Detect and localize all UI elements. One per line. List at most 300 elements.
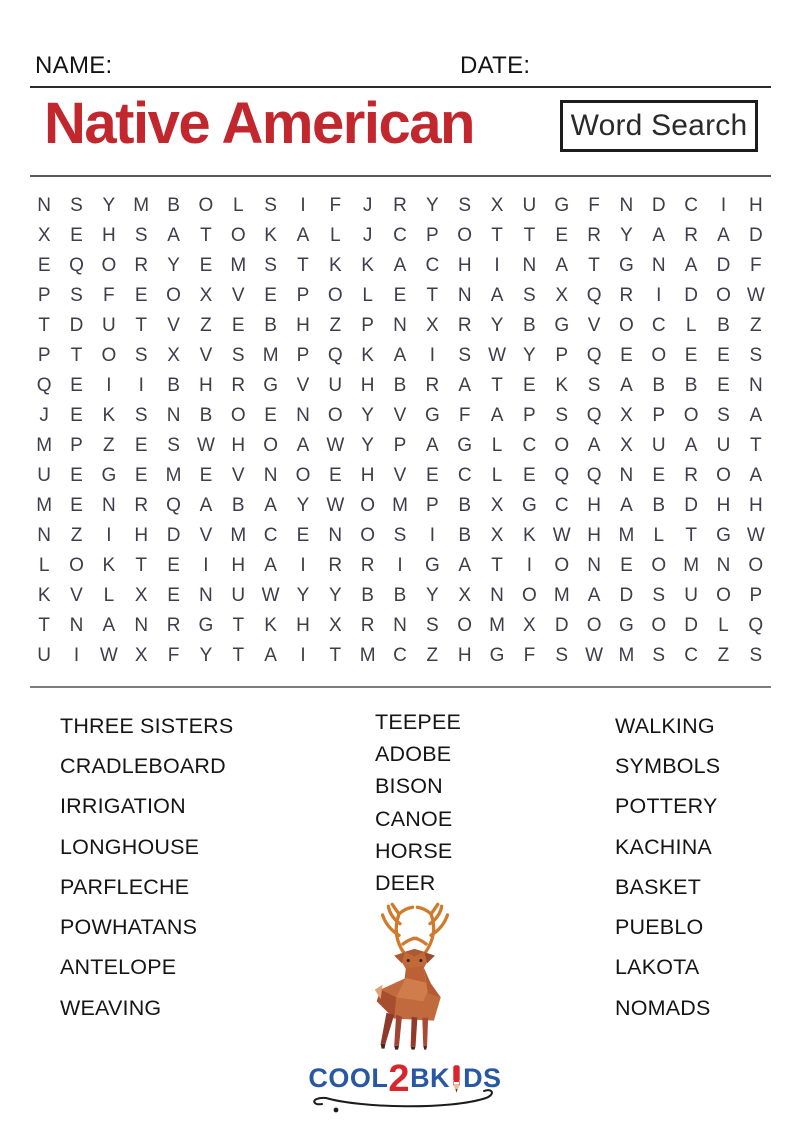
grid-letter: Z xyxy=(329,315,342,336)
grid-letter: C xyxy=(684,195,698,216)
grid-letter: P xyxy=(749,585,763,606)
grid-letter: W xyxy=(99,645,118,666)
grid-letter: Y xyxy=(523,345,536,366)
word-column-2 xyxy=(375,706,461,900)
grid-letter: O xyxy=(263,435,278,456)
grid-letter: N xyxy=(716,555,731,576)
grid-letter: N xyxy=(166,405,181,426)
grid-letter: H xyxy=(587,525,601,546)
grid-letter: O xyxy=(651,555,667,576)
grid-letter: E xyxy=(620,555,633,576)
grid-letter: E xyxy=(296,525,310,546)
word-item: DEER xyxy=(375,871,436,896)
grid-letter: B xyxy=(652,375,666,396)
grid-letter: E xyxy=(134,435,148,456)
grid-letter: T xyxy=(426,285,439,306)
grid-letter: Z xyxy=(426,645,439,666)
grid-letter: O xyxy=(69,555,84,576)
pencil-icon xyxy=(451,1064,462,1094)
grid-letter: O xyxy=(554,555,570,576)
grid-letter: A xyxy=(749,465,763,486)
grid-letter: L xyxy=(718,615,729,636)
grid-letter: T xyxy=(70,345,83,366)
date-label: DATE: xyxy=(460,52,531,79)
grid-letter: T xyxy=(38,315,50,336)
grid-letter: J xyxy=(39,405,49,426)
logo-part-ds: DS xyxy=(463,1063,502,1093)
grid-letter: Y xyxy=(490,315,504,336)
word-item: POTTERY xyxy=(615,794,718,819)
grid-letter: P xyxy=(361,315,374,336)
grid-letter: R xyxy=(587,225,601,246)
grid-letter: F xyxy=(167,645,180,666)
grid-letter: S xyxy=(749,345,763,366)
grid-letter: J xyxy=(362,195,373,216)
grid-letter: W xyxy=(488,345,506,366)
word-column-3 xyxy=(615,706,720,1028)
grid-letter: O xyxy=(327,405,343,426)
grid-letter: O xyxy=(360,495,376,516)
grid-letter: O xyxy=(230,225,246,246)
grid-letter: R xyxy=(684,465,698,486)
grid-letter: A xyxy=(490,285,504,306)
grid-letter: L xyxy=(491,435,503,456)
grid-letter: A xyxy=(684,435,698,456)
title-divider xyxy=(30,175,771,177)
grid-letter: N xyxy=(263,465,278,486)
grid-letter: P xyxy=(555,345,569,366)
grid-letter: H xyxy=(101,225,116,246)
grid-letter: N xyxy=(457,285,472,306)
grid-letter: E xyxy=(199,465,213,486)
grid-letter: P xyxy=(296,285,310,306)
grid-letter: A xyxy=(102,615,116,636)
grid-letter: O xyxy=(101,255,117,276)
grid-letter: G xyxy=(619,615,634,636)
grid-letter: B xyxy=(717,315,730,336)
grid-letter: T xyxy=(329,645,342,666)
grid-letter: M xyxy=(230,525,247,546)
grid-letter: B xyxy=(167,195,180,216)
logo-part-cool: COOL xyxy=(308,1063,389,1093)
grid-letter: K xyxy=(555,375,569,396)
grid-letter: N xyxy=(619,465,634,486)
grid-letter: A xyxy=(458,555,472,576)
grid-letter: U xyxy=(716,435,731,456)
grid-letter: W xyxy=(261,585,280,606)
grid-letter: E xyxy=(70,375,83,396)
name-date-fill-line xyxy=(30,86,771,88)
grid-letter: R xyxy=(360,555,375,576)
grid-letter: N xyxy=(101,495,116,516)
grid-letter: A xyxy=(684,255,698,276)
grid-letter: T xyxy=(232,615,245,636)
grid-letter: B xyxy=(523,315,536,336)
grid-letter: V xyxy=(167,315,180,336)
grid-letter: V xyxy=(393,405,407,426)
grid-letter: B xyxy=(458,525,472,546)
grid-letter: Q xyxy=(586,465,602,486)
grid-letter: K xyxy=(102,555,116,576)
grid-letter: X xyxy=(37,225,51,246)
grid-letter: G xyxy=(716,525,731,546)
grid-letter: O xyxy=(683,405,699,426)
grid-letter: D xyxy=(651,195,666,216)
grid-letter: O xyxy=(295,465,311,486)
grid-letter: A xyxy=(490,405,504,426)
grid-letter: S xyxy=(231,345,245,366)
grid-letter: G xyxy=(554,195,570,216)
grid-letter: S xyxy=(264,195,277,216)
grid-letter: F xyxy=(458,405,471,426)
grid-letter: S xyxy=(587,375,601,396)
grid-letter: E xyxy=(199,255,213,276)
grid-letter: G xyxy=(424,555,440,576)
grid-letter: N xyxy=(587,555,601,576)
grid-letter: M xyxy=(489,615,505,636)
grid-letter: K xyxy=(523,525,536,546)
grid-letter: T xyxy=(491,375,503,396)
grid-letter: O xyxy=(166,285,181,306)
grid-letter: B xyxy=(167,375,180,396)
grid-letter: O xyxy=(521,585,537,606)
grid-letter: Y xyxy=(102,195,116,216)
grid-letter: N xyxy=(748,375,763,396)
grid-letter: S xyxy=(70,195,83,216)
grid-letter: R xyxy=(134,255,149,276)
grid-letter: T xyxy=(491,225,503,246)
grid-letter: G xyxy=(198,615,214,636)
grid-letter: P xyxy=(296,345,310,366)
grid-letter: X xyxy=(167,345,180,366)
grid-letter: U xyxy=(328,375,343,396)
grid-letter: T xyxy=(297,255,309,276)
grid-letter: Y xyxy=(296,585,310,606)
grid-letter: B xyxy=(199,405,213,426)
grid-letter: Z xyxy=(750,315,762,336)
name-label: NAME: xyxy=(35,52,113,79)
grid-letter: S xyxy=(134,405,148,426)
grid-letter: H xyxy=(134,525,149,546)
grid-letter: N xyxy=(69,615,84,636)
grid-letter: R xyxy=(425,375,440,396)
grid-letter: G xyxy=(457,435,473,456)
grid-letter: T xyxy=(491,555,503,576)
grid-letter: L xyxy=(103,585,115,606)
grid-letter: O xyxy=(230,405,246,426)
grid-letter: U xyxy=(651,435,666,456)
word-grid xyxy=(28,191,772,671)
grid-letter: E xyxy=(167,555,180,576)
grid-letter: V xyxy=(231,285,245,306)
grid-letter: V xyxy=(587,315,601,336)
grid-letter: E xyxy=(134,465,148,486)
grid-letter: I xyxy=(494,255,500,276)
grid-letter: N xyxy=(134,615,149,636)
logo-part-bk: BK xyxy=(410,1063,451,1093)
grid-letter: K xyxy=(37,585,51,606)
grid-letter: A xyxy=(587,435,601,456)
grid-letter: R xyxy=(360,615,375,636)
grid-letter: H xyxy=(231,555,246,576)
cool2bkids-logo xyxy=(300,1058,510,1120)
grid-letter: I xyxy=(138,375,144,396)
word-search-badge: Word Search xyxy=(560,100,758,152)
grid-letter: A xyxy=(264,555,277,576)
grid-letter: E xyxy=(426,465,439,486)
grid-letter: R xyxy=(393,195,407,216)
grid-letter: A xyxy=(264,645,277,666)
grid-letter: S xyxy=(426,615,439,636)
grid-letter: S xyxy=(458,195,472,216)
grid-letter: M xyxy=(683,555,700,576)
grid-letter: X xyxy=(458,585,472,606)
grid-letter: H xyxy=(360,465,375,486)
word-item: WEAVING xyxy=(60,995,162,1020)
grid-letter: C xyxy=(522,435,537,456)
grid-letter: E xyxy=(134,285,148,306)
grid-letter: A xyxy=(587,585,601,606)
grid-letter: A xyxy=(426,435,439,456)
grid-letter: I xyxy=(397,555,403,576)
word-item: HORSE xyxy=(375,838,453,863)
word-item: TEEPEE xyxy=(375,709,462,734)
grid-letter: V xyxy=(296,375,310,396)
grid-letter: L xyxy=(362,285,373,306)
grid-letter: T xyxy=(38,615,50,636)
grid-letter: S xyxy=(749,645,763,666)
grid-letter: S xyxy=(264,255,277,276)
grid-letter: V xyxy=(393,465,407,486)
grid-letter: G xyxy=(489,645,505,666)
grid-letter: F xyxy=(523,645,536,666)
grid-letter: A xyxy=(652,225,666,246)
grid-letter: O xyxy=(327,285,343,306)
grid-letter: Q xyxy=(327,345,343,366)
grid-letter: N xyxy=(522,255,537,276)
grid-letter: H xyxy=(360,375,375,396)
grid-letter: E xyxy=(70,405,83,426)
grid-letter: I xyxy=(429,345,435,366)
grid-letter: T xyxy=(135,555,148,576)
grid-letter: E xyxy=(717,375,730,396)
grid-letter: G xyxy=(101,465,117,486)
deer-icon xyxy=(338,902,493,1050)
grid-letter: Z xyxy=(103,435,115,456)
grid-letter: M xyxy=(359,645,376,666)
word-column-1 xyxy=(60,706,233,1028)
grid-letter: I xyxy=(656,285,662,306)
grid-letter: J xyxy=(362,225,373,246)
grid-letter: C xyxy=(263,525,278,546)
grid-letter: B xyxy=(393,585,407,606)
grid-letter: G xyxy=(263,375,278,396)
grid-letter: E xyxy=(70,495,83,516)
grid-letter: D xyxy=(684,495,698,516)
word-item: THREE SISTERS xyxy=(60,713,234,738)
grid-letter: N xyxy=(37,525,52,546)
word-item: PARFLECHE xyxy=(60,874,190,899)
grid-letter: E xyxy=(684,345,698,366)
grid-letter: T xyxy=(232,645,245,666)
grid-letter: Y xyxy=(328,585,342,606)
grid-letter: X xyxy=(523,615,536,636)
grid-letter: Q xyxy=(748,615,764,636)
grid-letter: B xyxy=(458,495,472,516)
grid-letter: R xyxy=(134,495,149,516)
grid-letter: I xyxy=(720,195,727,216)
grid-letter: M xyxy=(36,435,53,456)
grid-letter: T xyxy=(135,315,148,336)
grid-letter: B xyxy=(264,315,277,336)
word-item: SYMBOLS xyxy=(615,753,721,778)
grid-letter: K xyxy=(102,405,116,426)
grid-letter: S xyxy=(523,285,536,306)
grid-letter: O xyxy=(651,615,667,636)
grid-letter: R xyxy=(166,615,181,636)
grid-letter: S xyxy=(70,285,83,306)
grid-letter: M xyxy=(262,345,279,366)
grid-letter: C xyxy=(554,495,569,516)
word-item: IRRIGATION xyxy=(60,794,186,819)
grid-letter: L xyxy=(232,195,244,216)
grid-letter: E xyxy=(652,465,666,486)
grid-letter: F xyxy=(103,285,115,306)
grid-letter: O xyxy=(554,435,570,456)
grid-letter: O xyxy=(360,525,376,546)
grid-letter: E xyxy=(717,345,730,366)
grid-letter: B xyxy=(652,495,666,516)
grid-letter: H xyxy=(457,255,472,276)
grid-letter: I xyxy=(203,555,209,576)
grid-letter: H xyxy=(748,195,763,216)
grid-letter: S xyxy=(652,585,666,606)
grid-letter: N xyxy=(296,405,310,426)
grid-letter: O xyxy=(198,195,214,216)
grid-letter: D xyxy=(69,315,84,336)
grid-letter: G xyxy=(521,495,537,516)
grid-letter: E xyxy=(37,255,51,276)
grid-letter: Q xyxy=(586,285,602,306)
grid-letter: R xyxy=(619,285,634,306)
logo-text xyxy=(300,1058,510,1101)
grid-letter: T xyxy=(588,255,600,276)
grid-letter: Z xyxy=(717,645,730,666)
grid-letter: I xyxy=(106,525,112,546)
grid-letter: N xyxy=(619,195,634,216)
grid-letter: Q xyxy=(554,465,570,486)
word-item: BISON xyxy=(375,774,443,799)
grid-letter: V xyxy=(231,465,245,486)
grid-letter: X xyxy=(134,645,148,666)
grid-letter: M xyxy=(392,495,408,516)
word-item: CANOE xyxy=(375,806,453,831)
grid-letter: A xyxy=(620,375,633,396)
grid-letter: F xyxy=(329,195,342,216)
grid-letter: V xyxy=(70,585,83,606)
grid-letter: Z xyxy=(70,525,83,546)
word-item: CRADLEBOARD xyxy=(60,753,226,778)
grid-letter: T xyxy=(200,225,212,246)
word-item: ANTELOPE xyxy=(60,955,177,980)
grid-letter: D xyxy=(684,615,698,636)
grid-letter: Y xyxy=(167,255,180,276)
grid-letter: O xyxy=(716,285,731,306)
grid-letter: L xyxy=(685,315,697,336)
grid-letter: I xyxy=(429,525,435,546)
grid-letter: V xyxy=(199,525,213,546)
grid-letter: O xyxy=(651,345,667,366)
grid-letter: K xyxy=(361,255,374,276)
grid-letter: A xyxy=(458,375,472,396)
word-item: POWHATANS xyxy=(60,915,198,940)
grid-letter: U xyxy=(522,195,537,216)
grid-letter: C xyxy=(684,645,698,666)
grid-letter: O xyxy=(748,555,764,576)
word-item: ADOBE xyxy=(375,741,452,766)
grid-letter: A xyxy=(393,255,407,276)
grid-letter: L xyxy=(653,525,665,546)
grid-letter: S xyxy=(458,345,472,366)
grid-letter: X xyxy=(199,285,213,306)
grid-letter: N xyxy=(199,585,213,606)
grid-letter: W xyxy=(552,525,571,546)
grid-letter: Q xyxy=(36,375,52,396)
grid-letter: U xyxy=(37,465,52,486)
grid-letter: U xyxy=(101,315,116,336)
grid-letter: I xyxy=(526,555,533,576)
grid-letter: N xyxy=(651,255,666,276)
grid-letter: U xyxy=(231,585,246,606)
grid-letter: H xyxy=(231,435,246,456)
grid-letter: E xyxy=(70,465,83,486)
grid-letter: X xyxy=(490,495,504,516)
grid-letter: X xyxy=(328,615,342,636)
grid-letter: C xyxy=(425,255,440,276)
grid-letter: N xyxy=(490,585,504,606)
grid-letter: R xyxy=(328,555,343,576)
grid-letter: P xyxy=(37,285,51,306)
grid-letter: W xyxy=(196,435,215,456)
grid-letter: K xyxy=(328,255,342,276)
grid-letter: E xyxy=(264,405,277,426)
grid-letter: Q xyxy=(69,255,84,276)
grid-letter: A xyxy=(555,255,569,276)
grid-letter: N xyxy=(328,525,343,546)
grid-letter: D xyxy=(166,525,181,546)
grid-letter: N xyxy=(393,615,407,636)
grid-letter: K xyxy=(264,615,277,636)
grid-letter: P xyxy=(393,435,407,456)
grid-letter: S xyxy=(134,225,148,246)
grid-letter: E xyxy=(555,225,569,246)
word-item: LAKOTA xyxy=(615,955,700,980)
grid-letter: C xyxy=(457,465,472,486)
grid-letter: H xyxy=(199,375,213,396)
grid-letter: A xyxy=(749,405,763,426)
grid-letter: D xyxy=(684,285,698,306)
grid-letter: N xyxy=(37,195,52,216)
word-item: WALKING xyxy=(615,713,715,738)
grid-letter: E xyxy=(70,225,83,246)
grid-letter: C xyxy=(651,315,666,336)
grid-letter: L xyxy=(491,465,503,486)
grid-letter: S xyxy=(393,525,407,546)
grid-letter: A xyxy=(296,435,310,456)
grid-letter: A xyxy=(199,495,213,516)
grid-letter: T xyxy=(750,435,762,456)
grid-letter: P xyxy=(426,495,439,516)
